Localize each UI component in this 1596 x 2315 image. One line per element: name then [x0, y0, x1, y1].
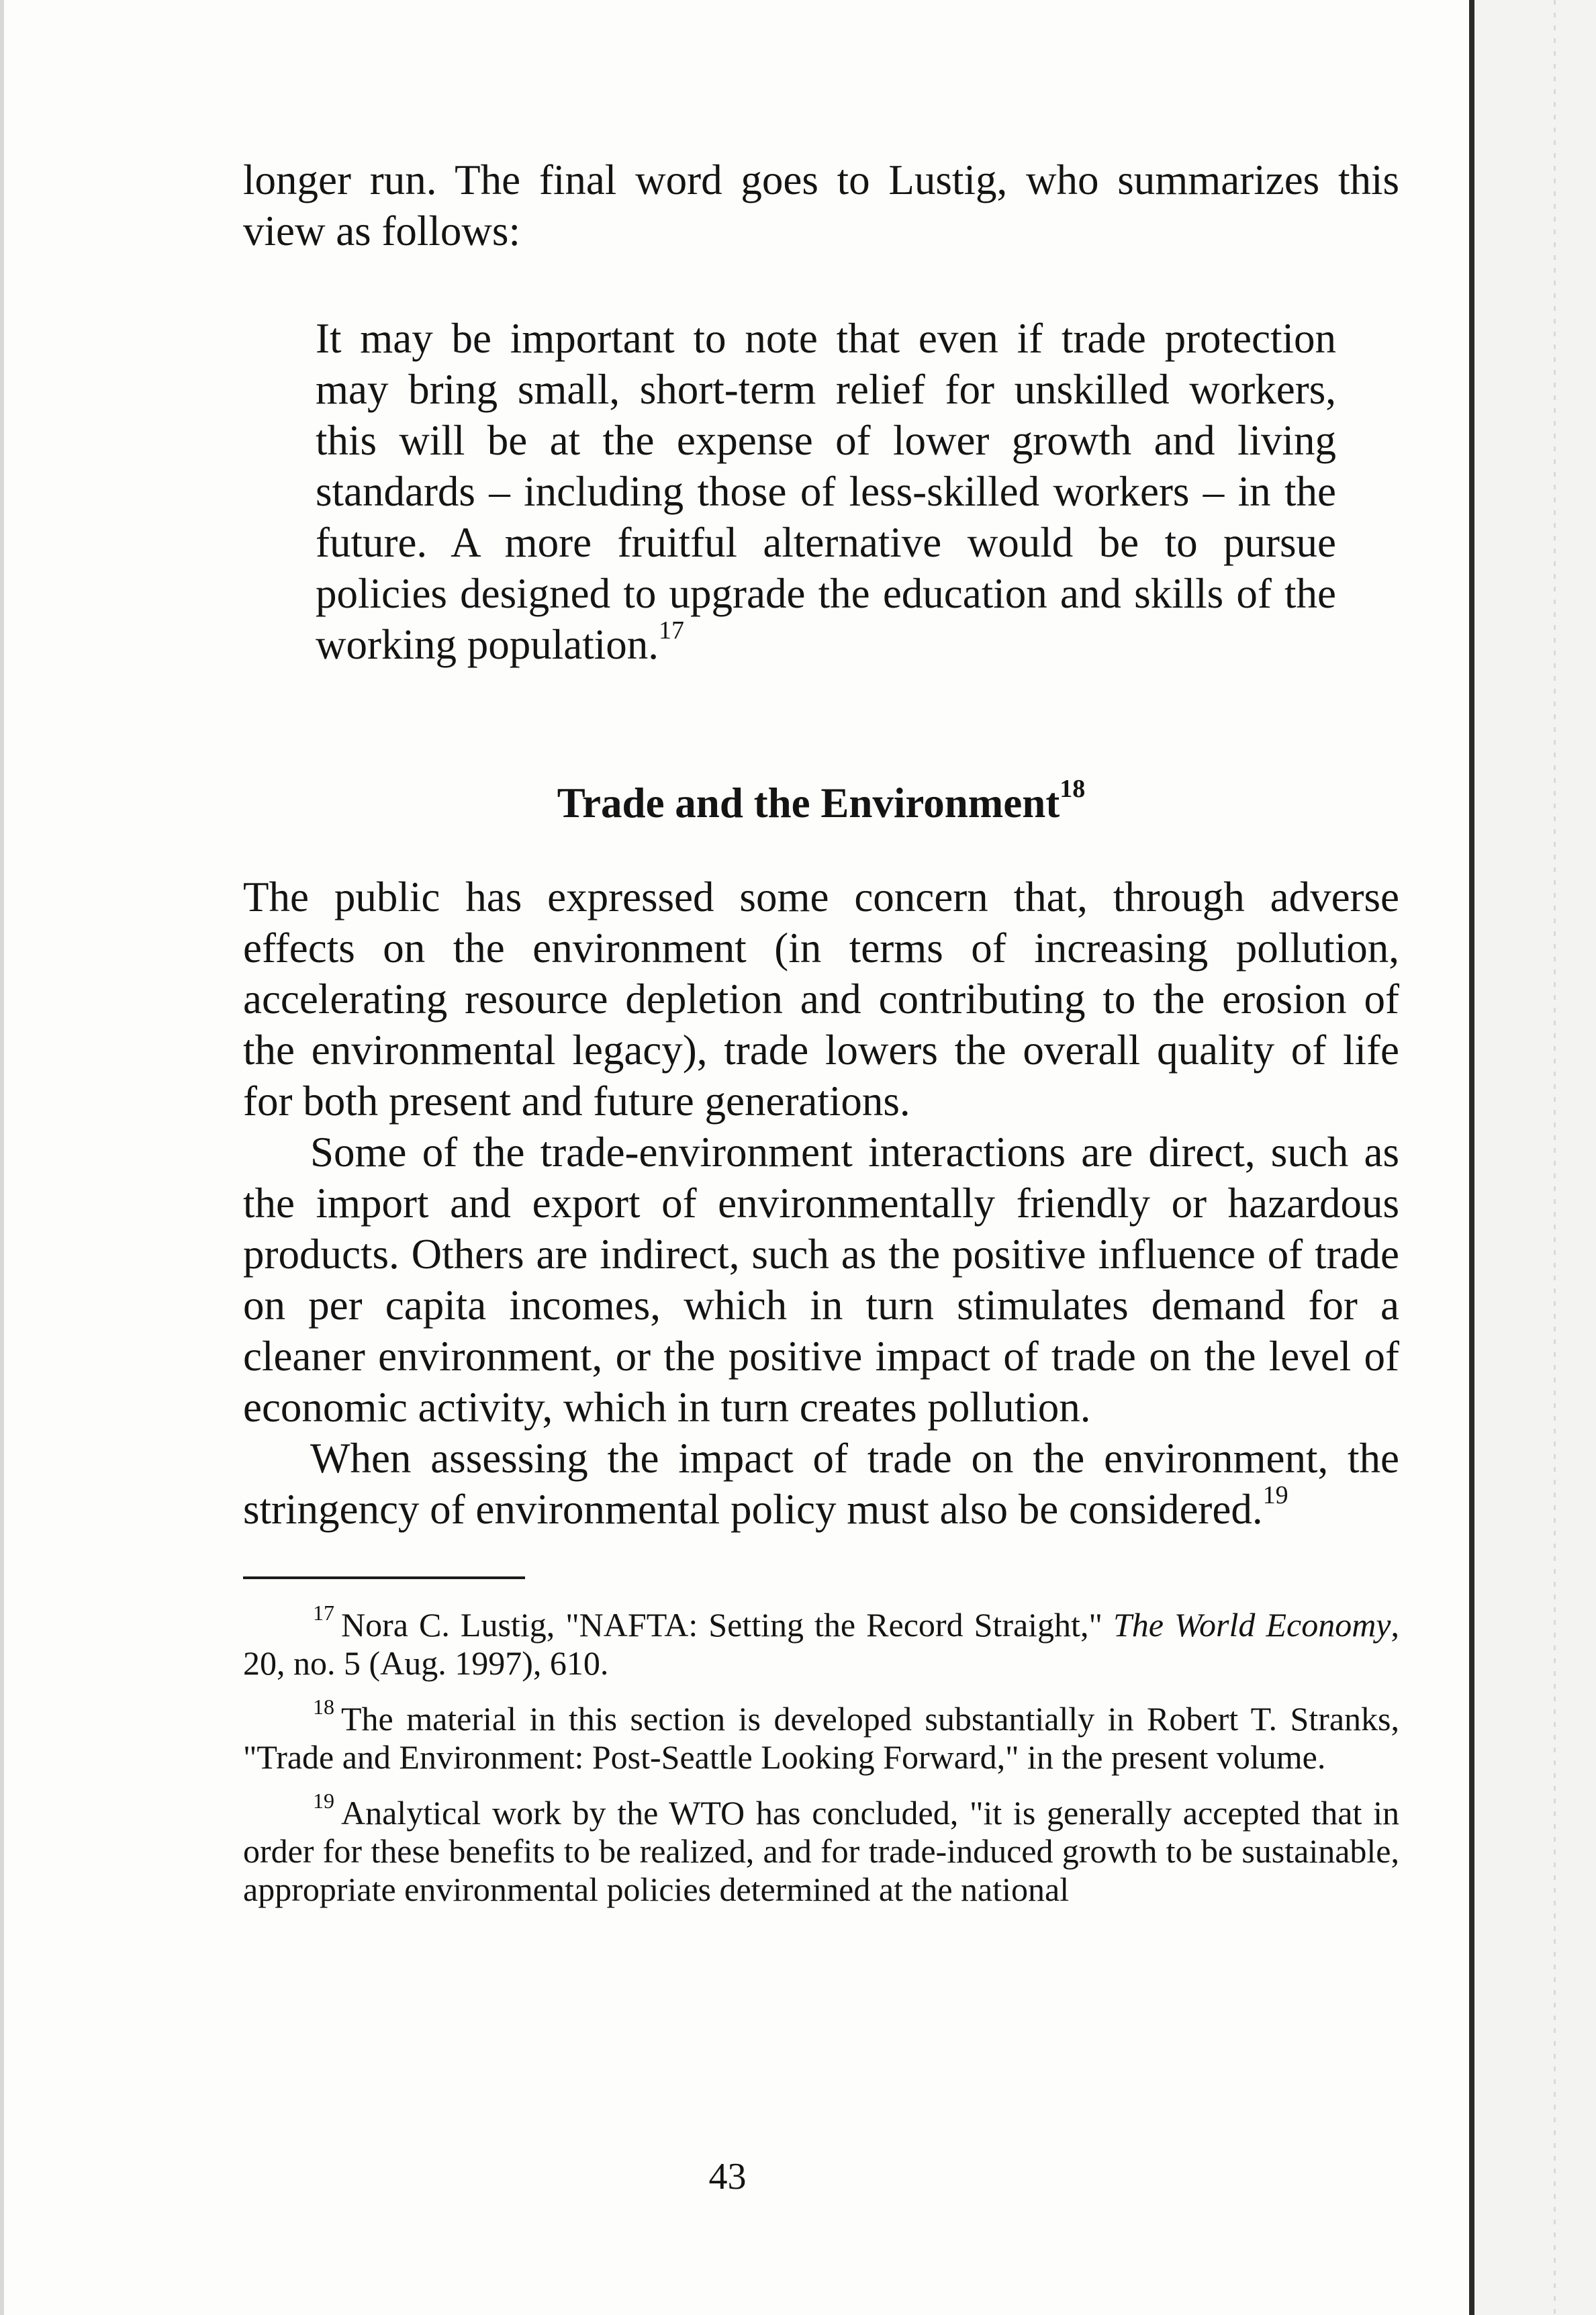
footnote-ref-18: 18 — [1060, 775, 1086, 803]
footnote-17-text-end: , 20, no. 5 (Aug. 1997), 610. — [243, 1606, 1400, 1682]
footnote-ref-17: 17 — [658, 616, 684, 645]
page-fold-shadow — [0, 0, 4, 2315]
body-paragraph-1: The public has expressed some concern that, through adverse effects on the environment (in terms of increasing pollution, accelerating resource depletion and contributing to the erosion of the environmental legacy), trade lowers the overall quality of life for both present and future generations. — [243, 873, 1399, 1125]
page-number: 43 — [708, 2156, 747, 2198]
footnote-19 — [243, 1789, 1399, 1909]
block-quote-text: It may be important to note that even if trade protection may bring small, short-term relief for unskilled workers, this will be at the expense of lower growth and living standards – including those of less-skilled workers – in the future. A more fruitful alternative would be to pursue policies designed to upgrade the education and skills of the working population. — [316, 315, 1336, 668]
footnote-19-text: Analytical work by the WTO has concluded, "it is generally accepted that in order for these benefits to be realized, and for trade-induced growth to be sustainable, appropriate environmental policies determined at the national — [243, 1794, 1399, 1908]
footnote-ref-19: 19 — [1262, 1481, 1288, 1509]
footnote-number: 17 — [313, 1601, 334, 1625]
footnote-separator — [243, 1576, 525, 1579]
footnote-17-text-start: Nora C. Lustig, "NAFTA: Setting the Record Straight," — [341, 1606, 1113, 1644]
footnote-18-text: The material in this section is developed substantially in Robert T. Stranks, "Trade and Environment: Post-Seattle Looking Forward," in the present volume. — [243, 1700, 1399, 1776]
footnote-18 — [243, 1695, 1399, 1777]
section-heading — [243, 777, 1399, 829]
body-paragraph-3-text: When assessing the impact of trade on the environment, the stringency of environmental policy must also be considered. — [243, 1435, 1399, 1533]
footnote-number: 18 — [313, 1695, 334, 1719]
body-paragraph-2: Some of the trade-environment interactions are direct, such as the import and export of environmentally friendly or hazardous products. Others are indirect, such as the positive influence of trade on per capita incomes, which in turn stimulates demand for a cleaner environment, or the positive impact of trade on the level of economic activity, which in turn creates pollution. — [243, 1129, 1399, 1431]
edge-speckle — [1554, 0, 1556, 2315]
page-edge — [1469, 0, 1596, 2315]
block-quote — [316, 313, 1336, 670]
footnote-17 — [243, 1601, 1400, 1683]
body-paragraph-3 — [243, 1433, 1399, 1535]
page-body — [243, 154, 1399, 1926]
footnote-number: 19 — [313, 1789, 334, 1813]
footnote-17-journal: The World Economy — [1113, 1606, 1391, 1644]
intro-paragraph: longer run. The final word goes to Lustig, who summarizes this view as follows: — [243, 156, 1399, 254]
section-heading-text: Trade and the Environment — [557, 779, 1060, 826]
